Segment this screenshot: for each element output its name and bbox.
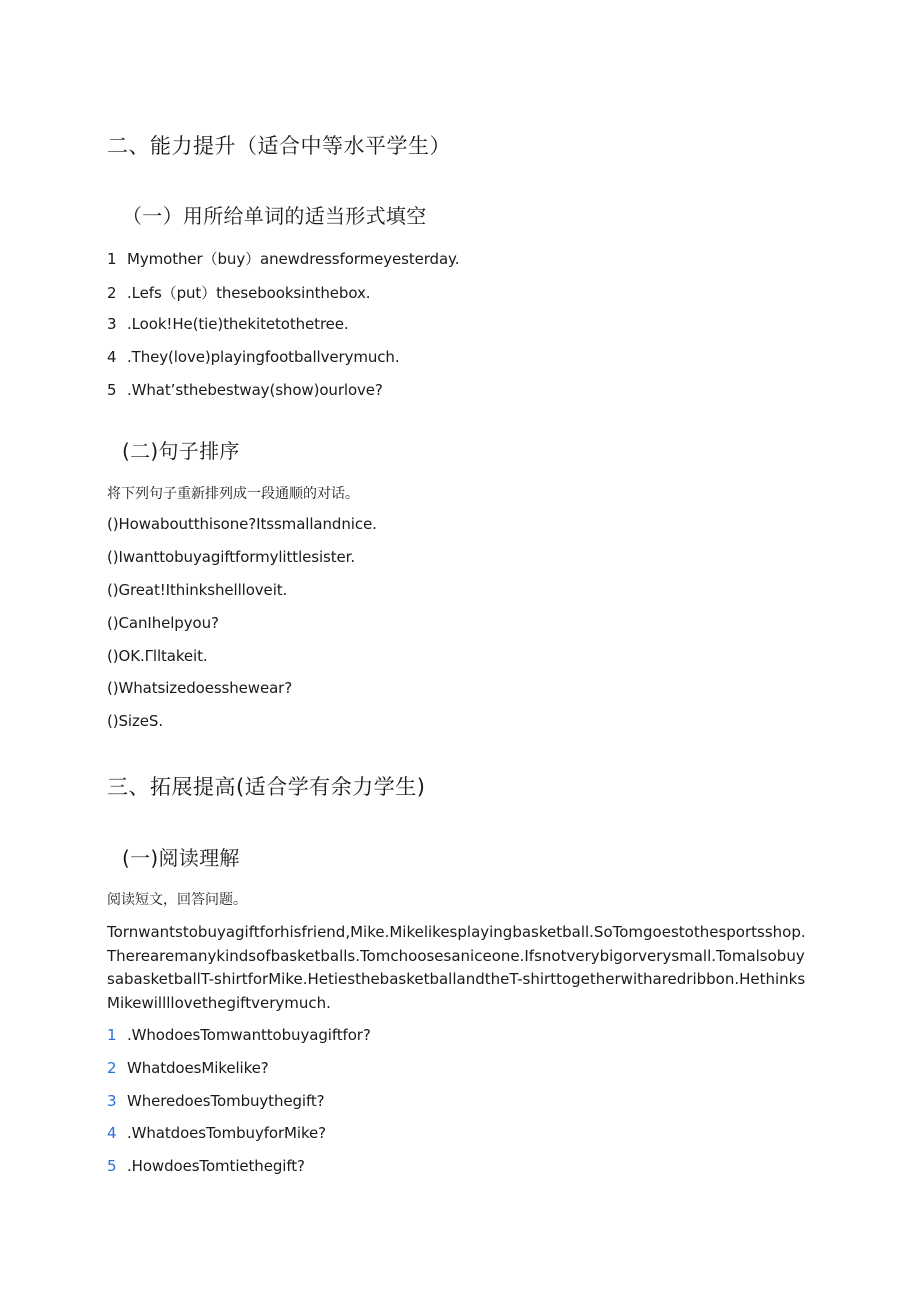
ordering-item-5: ()OK.Γlltakeit. [107,647,208,665]
fill-item-5 [107,381,383,399]
ordering-item-6: ()Whatsizedoesshewear? [107,679,293,697]
section3-title: 三、拓展提高(适合学有余力学生) [107,775,426,799]
fill-item-4 [107,348,400,366]
item-number: 4 [107,348,117,366]
section3-part1-title: (一)阅读理解 [122,846,240,870]
question-text: .WhatdoesTombuyforMike? [127,1124,327,1142]
question-1 [107,1026,371,1044]
question-4 [107,1124,326,1142]
question-number: 3 [107,1092,117,1110]
fill-item-3 [107,315,349,333]
item-text: Mymother（buy）anewdressformeyesterday. [127,250,460,268]
section2-part1-title: （一）用所给单词的适当形式填空 [122,204,427,228]
reading-passage: Tornwantstobuyagiftforhisfriend,Mike.Mikelikesplayingbasketball.SoTomgoestothesportsshop.Therearemanykindsofbasketballs.Tomchoosesaniceone.Ifsnotverybigorverysmall.TomalsobuysabasketballT-shirtforMike.HetiesthebasketballandtheT-shirttogetherwitharedribbon.HethinksMikewillllovethegiftverymuch. [107,923,806,1012]
ordering-item-2: ()Iwanttobuyagiftformylittlesister. [107,548,356,566]
item-number: 2 [107,284,117,302]
section2-part2-title: (二)句子排序 [122,439,240,463]
question-number: 4 [107,1124,117,1142]
question-2 [107,1059,269,1077]
ordering-item-1: ()Howaboutthisone?Itssmallandnice. [107,515,377,533]
item-number: 1 [107,250,117,268]
section2-title: 二、能力提升（适合中等水平学生） [107,134,451,158]
ordering-instruction: 将下列句子重新排列成一段通顺的对话。 [107,486,359,502]
question-3 [107,1092,325,1110]
fill-item-1 [107,248,459,269]
question-text: .WhodoesTomwanttobuyagiftfor? [127,1026,371,1044]
question-text: WheredoesTombuythegift? [127,1092,325,1110]
item-text: .They(love)playingfootballverymuch. [127,348,400,366]
question-5 [107,1157,305,1175]
item-number: 3 [107,315,117,333]
reading-instruction: 阅读短文，回答问题。 [107,892,247,908]
item-text: .Lefs（put）thesebooksinthebox. [127,284,371,302]
ordering-item-3: ()Great!Ithinkshellloveit. [107,581,288,599]
question-text: .HowdoesTomtiethegift? [127,1157,305,1175]
question-number: 1 [107,1026,117,1044]
ordering-item-4: ()CanIhelpyou? [107,614,219,632]
item-number: 5 [107,381,117,399]
item-text: .What’sthebestway(show)ourlove? [127,381,383,399]
item-text: .Look!He(tie)thekitetothetree. [127,315,349,333]
fill-item-2 [107,282,370,303]
question-number: 2 [107,1059,117,1077]
question-text: WhatdoesMikelike? [127,1059,269,1077]
question-number: 5 [107,1157,117,1175]
ordering-item-7: ()SizeS. [107,712,163,730]
